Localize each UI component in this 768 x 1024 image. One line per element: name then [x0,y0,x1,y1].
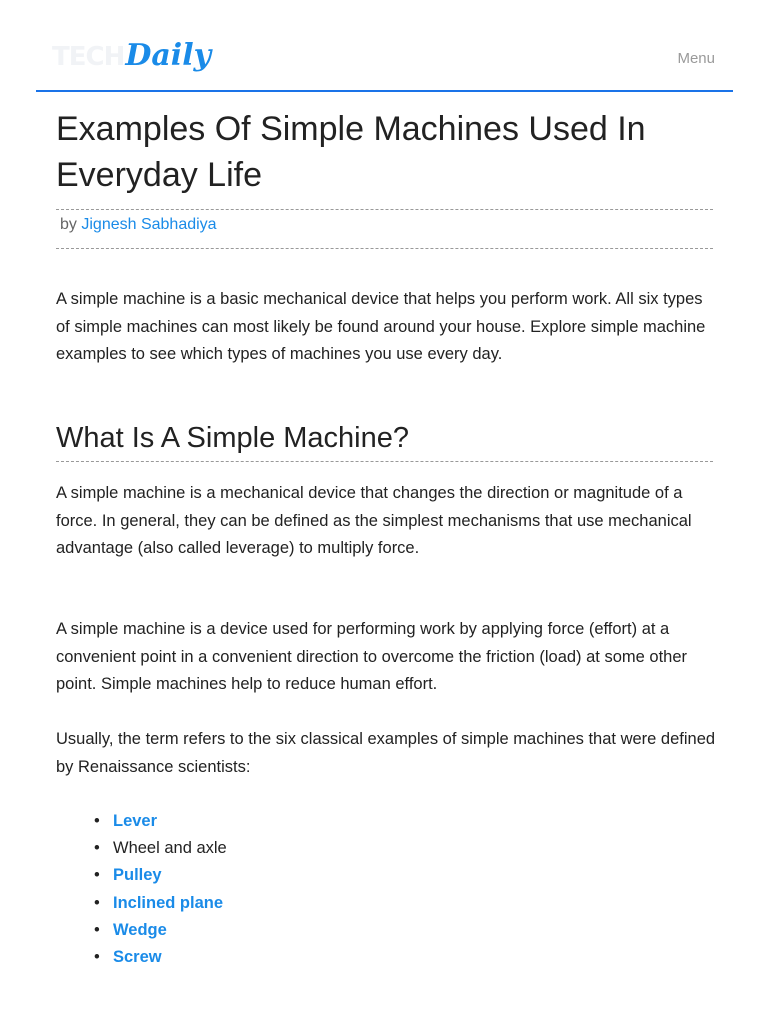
by-label: by [60,216,77,233]
machine-link[interactable]: Wedge [113,920,167,939]
section-heading: What Is A Simple Machine? [56,422,409,454]
logo-prefix: TECH [52,42,125,72]
list-item [94,808,227,835]
body-paragraph: A simple machine is a mechanical device that changes the direction or magnitude of a force. In general, they can be defined as the simplest mechanisms that use mechanical advantage (also called leverage) to multiply force. [56,484,692,557]
list-item [94,944,227,971]
body-paragraph: Usually, the term refers to the six classical examples of simple machines that were defined by Renaissance scientists: [56,730,716,776]
list-item [94,890,227,917]
logo-name: Daily [125,38,212,73]
list-item [94,835,227,862]
machine-link[interactable]: Pulley [113,866,162,885]
article-title: Examples Of Simple Machines Used In Everyday Life [56,110,646,194]
site-header [36,30,733,92]
machine-list [94,808,227,971]
machine-link[interactable]: Screw [113,948,162,967]
author-link[interactable]: Jignesh Sabhadiya [81,216,217,233]
machine-text: Wheel and axle [113,839,227,858]
intro-paragraph: A simple machine is a basic mechanical device that helps you perform work. All six types of simple machines can most likely be found around your house. Explore simple machine examples to see which types of machines you use every day. [56,290,706,363]
byline [60,216,217,234]
machine-link[interactable]: Lever [113,812,158,830]
list-item [94,917,227,944]
section-divider [56,461,713,462]
machine-link[interactable]: Inclined plane [113,893,224,912]
menu-button[interactable]: Menu [677,50,715,67]
body-paragraph: A simple machine is a device used for performing work by applying force (effort) at a convenient point in a convenient direction to overcome the friction (load) at some other point. Simple machines help to reduce human effort. [56,620,688,693]
byline-divider-bottom [56,248,713,249]
list-item [94,862,227,889]
site-logo[interactable] [52,38,211,78]
byline-divider-top [56,209,713,210]
